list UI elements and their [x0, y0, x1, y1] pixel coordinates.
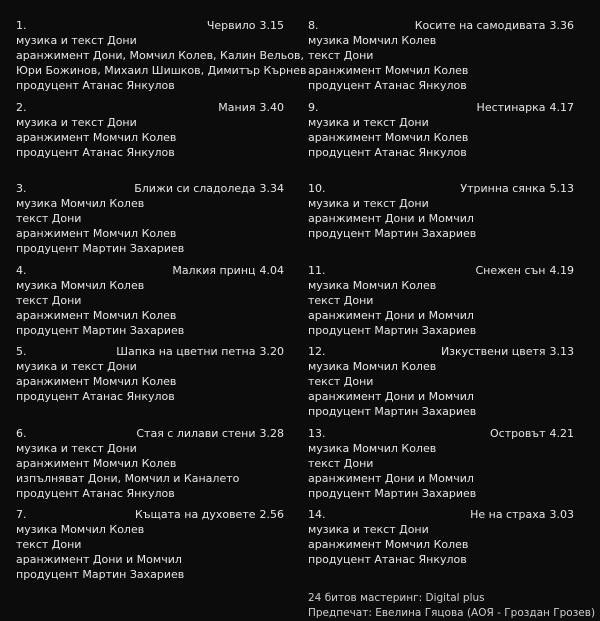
track-header [308, 344, 574, 359]
credit-line: аранжимент Дони и Момчил [308, 308, 474, 322]
track-title: Косите на самодивата [414, 19, 546, 32]
track-number: 4. [16, 263, 27, 277]
track-entry [16, 263, 284, 345]
track-title: Малкия принц [172, 263, 256, 277]
track-header [16, 181, 284, 196]
credit-line: продуцент Атанас Янкулов [308, 145, 467, 159]
credit-line: аранжимент Момчил Колев [308, 130, 469, 144]
track-header [16, 507, 284, 522]
credit-line: аранжимент Момчил Колев [308, 64, 469, 77]
track-entry [308, 181, 574, 263]
credit-line: музика Момчил Колев [308, 34, 437, 47]
track-duration: 4.04 [259, 263, 284, 277]
credit-line: Юри Божинов, Михаил Шишков, Димитър Кърнев [16, 64, 307, 77]
track-header [308, 181, 574, 196]
footer-credits [308, 591, 596, 621]
track-entry [308, 507, 574, 589]
track-title: Къщата на духовете [134, 508, 256, 521]
credit-line: аранжимент Момчил Колев [16, 456, 177, 470]
credit-line: аранжимент Дони, Момчил Колев, Калин Вельов, [16, 49, 304, 62]
track-duration: 3.03 [549, 508, 574, 521]
track-title: Утринна сянка [460, 182, 546, 195]
track-number: 1. [16, 19, 27, 32]
track-duration: 3.40 [259, 100, 284, 114]
credit-line: аранжимент Дони и Момчил [308, 212, 474, 225]
credit-line: музика и текст Дони [16, 115, 137, 129]
credit-line: текст Дони [16, 212, 82, 225]
track-number: 12. [308, 345, 326, 358]
track-title: Червило [206, 19, 256, 32]
track-number: 10. [308, 182, 326, 195]
track-duration: 3.13 [549, 345, 574, 358]
tracklist-left-column [16, 18, 307, 589]
credit-line: аранжимент Дони и Момчил [308, 390, 474, 403]
credit-line: продуцент Атанас Янкулов [16, 79, 175, 92]
track-title: Снежен сън [475, 263, 546, 277]
credit-line: аранжимент Момчил Колев [16, 308, 177, 322]
track-number: 13. [308, 426, 326, 440]
credit-line: музика Момчил Колев [308, 278, 437, 292]
track-entry [16, 426, 284, 508]
track-entry [308, 426, 574, 508]
credit-line: продуцент Атанас Янкулов [308, 79, 467, 92]
track-number: 11. [308, 263, 326, 277]
track-number: 7. [16, 508, 27, 521]
credit-line: музика и текст Дони [16, 441, 137, 455]
track-entry [16, 181, 284, 263]
track-number: 6. [16, 426, 27, 440]
track-duration: 4.17 [549, 100, 574, 114]
track-header [16, 263, 284, 278]
track-title: Изкуствени цветя [440, 345, 546, 358]
track-entry [308, 100, 574, 182]
track-duration: 5.13 [549, 182, 574, 195]
track-entry [16, 507, 284, 589]
track-number: 14. [308, 508, 326, 521]
track-title: Островът [490, 426, 546, 440]
credit-line: музика Момчил Колев [16, 278, 145, 292]
credit-line: продуцент Атанас Янкулов [16, 145, 175, 159]
track-title: Нестинарка [476, 100, 546, 114]
track-duration: 4.19 [549, 263, 574, 277]
credit-line: продуцент Мартин Захариев [16, 323, 185, 337]
track-entry [16, 18, 307, 100]
credit-line: музика и текст Дони [308, 197, 429, 210]
credit-line: музика и текст Дони [308, 115, 429, 129]
track-duration: 3.28 [259, 426, 284, 440]
credit-line: музика и текст Дони [16, 34, 137, 47]
track-header [308, 263, 574, 278]
credit-line: музика Момчил Колев [16, 197, 145, 210]
track-title: Мания [218, 100, 256, 114]
track-header [16, 344, 284, 359]
credit-line: аранжимент Момчил Колев [16, 227, 177, 240]
credit-line: текст Дони [308, 375, 374, 388]
credit-line: музика и текст Дони [308, 523, 429, 536]
track-title: Шапка на цветни петна [116, 345, 256, 358]
track-number: 2. [16, 100, 27, 114]
track-duration: 3.34 [259, 182, 284, 195]
credit-line: текст Дони [16, 293, 82, 307]
track-number: 8. [308, 19, 319, 32]
tracklist-right-column [308, 18, 596, 621]
prepress-credit: Предпечат: Евелина Гяцова (АОЯ - Гроздан Грозев) [308, 606, 596, 619]
credit-line: текст Дони [308, 49, 374, 62]
credit-line: текст Дони [308, 456, 374, 470]
credit-line: изпълняват Дони, Момчил и Каналето [16, 471, 240, 485]
track-header [16, 426, 284, 441]
credit-line: продуцент Мартин Захариев [308, 486, 477, 500]
credit-line: продуцент Атанас Янкулов [16, 486, 175, 500]
credit-line: продуцент Мартин Захариев [308, 405, 477, 418]
credit-line: продуцент Мартин Захариев [16, 242, 185, 255]
credit-line: музика Момчил Колев [308, 360, 437, 373]
credit-line: музика Момчил Колев [308, 441, 437, 455]
track-header [308, 18, 574, 33]
track-number: 3. [16, 182, 27, 195]
credit-line: продуцент Мартин Захариев [16, 568, 185, 581]
track-duration: 3.20 [259, 345, 284, 358]
track-number: 5. [16, 345, 27, 358]
mastering-credit: 24 битов мастеринг: Digital plus [308, 591, 485, 604]
track-header [308, 426, 574, 441]
track-number: 9. [308, 100, 319, 114]
track-title: Ближи си сладоледа [134, 182, 256, 195]
track-title: Стая с лилави стени [136, 426, 256, 440]
track-header [308, 100, 574, 115]
credit-line: текст Дони [16, 538, 82, 551]
credit-line: аранжимент Момчил Колев [308, 538, 469, 551]
track-header [16, 100, 284, 115]
track-duration: 2.56 [259, 508, 284, 521]
track-header [308, 507, 574, 522]
track-entry [16, 344, 284, 426]
track-duration: 3.15 [259, 19, 284, 32]
credit-line: продуцент Атанас Янкулов [308, 553, 467, 566]
credit-line: текст Дони [308, 293, 374, 307]
track-title: Не на страха [470, 508, 546, 521]
track-entry [308, 263, 574, 345]
track-duration: 3.36 [549, 19, 574, 32]
credit-line: продуцент Мартин Захариев [308, 323, 477, 337]
credit-line: музика и текст Дони [16, 360, 137, 373]
track-entry [308, 18, 574, 100]
credit-line: аранжимент Момчил Колев [16, 130, 177, 144]
credit-line: продуцент Атанас Янкулов [16, 390, 175, 403]
track-duration: 4.21 [549, 426, 574, 440]
track-entry [16, 100, 284, 182]
track-entry [308, 344, 574, 426]
credit-line: аранжимент Дони и Момчил [16, 553, 182, 566]
credit-line: аранжимент Момчил Колев [16, 375, 177, 388]
track-header [16, 18, 284, 33]
credit-line: аранжимент Дони и Момчил [308, 471, 474, 485]
credit-line: продуцент Мартин Захариев [308, 227, 477, 240]
credit-line: музика Момчил Колев [16, 523, 145, 536]
